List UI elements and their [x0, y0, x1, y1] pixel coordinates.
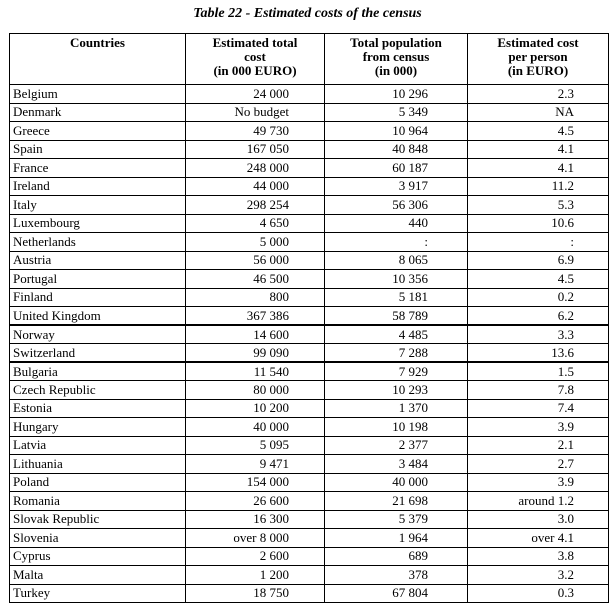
header-cost-per-person: [468, 34, 609, 85]
estimated-cost-cell: No budget: [186, 103, 325, 122]
table-row: [10, 473, 609, 492]
table-row: [10, 381, 609, 400]
table-row: [10, 344, 609, 363]
cost-per-person-cell: around 1.2: [468, 492, 609, 511]
table-row: [10, 251, 609, 270]
country-cell: Greece: [10, 122, 186, 141]
population-cell: :: [325, 233, 468, 252]
header-estimated-total-cost: [186, 34, 325, 85]
country-cell: Malta: [10, 566, 186, 585]
cost-per-person-cell: 5.3: [468, 196, 609, 215]
estimated-cost-cell: 46 500: [186, 270, 325, 289]
cost-per-person-cell: 3.9: [468, 473, 609, 492]
population-cell: 2 377: [325, 436, 468, 455]
estimated-cost-cell: 11 540: [186, 362, 325, 381]
table-row: [10, 122, 609, 141]
population-cell: 56 306: [325, 196, 468, 215]
table-row: [10, 140, 609, 159]
country-cell: Lithuania: [10, 455, 186, 474]
population-cell: 378: [325, 566, 468, 585]
header-population-line: (in 000): [374, 63, 418, 78]
header-population-line: from census: [362, 49, 430, 64]
cost-per-person-cell: 3.2: [468, 566, 609, 585]
estimated-cost-cell: 24 000: [186, 85, 325, 104]
header-population-line: Total population: [350, 35, 442, 50]
estimated-cost-cell: 18 750: [186, 584, 325, 603]
cost-per-person-cell: 3.0: [468, 510, 609, 529]
table-row: [10, 288, 609, 307]
country-cell: Italy: [10, 196, 186, 215]
cost-per-person-cell: 4.5: [468, 270, 609, 289]
estimated-cost-cell: 56 000: [186, 251, 325, 270]
estimated-cost-cell: 80 000: [186, 381, 325, 400]
estimated-cost-cell: 800: [186, 288, 325, 307]
estimated-cost-cell: 99 090: [186, 344, 325, 363]
population-cell: 10 356: [325, 270, 468, 289]
table-row: [10, 566, 609, 585]
country-cell: France: [10, 159, 186, 178]
population-cell: 60 187: [325, 159, 468, 178]
population-cell: 1 370: [325, 399, 468, 418]
population-cell: 10 296: [325, 85, 468, 104]
estimated-cost-cell: over 8 000: [186, 529, 325, 548]
estimated-cost-cell: 4 650: [186, 214, 325, 233]
country-cell: Hungary: [10, 418, 186, 437]
header-total-population: [325, 34, 468, 85]
header-cost-line: (in 000 EURO): [213, 63, 297, 78]
population-cell: 3 484: [325, 455, 468, 474]
estimated-cost-cell: 16 300: [186, 510, 325, 529]
table-row: [10, 547, 609, 566]
country-cell: Ireland: [10, 177, 186, 196]
estimated-cost-cell: 5 000: [186, 233, 325, 252]
table-row: [10, 196, 609, 215]
cost-per-person-cell: 4.1: [468, 140, 609, 159]
cost-per-person-cell: 6.2: [468, 307, 609, 326]
cost-per-person-cell: 6.9: [468, 251, 609, 270]
cost-per-person-cell: 0.3: [468, 584, 609, 603]
estimated-cost-cell: 367 386: [186, 307, 325, 326]
country-cell: Cyprus: [10, 547, 186, 566]
table-row: [10, 510, 609, 529]
cost-per-person-cell: 2.7: [468, 455, 609, 474]
cost-per-person-cell: 3.9: [468, 418, 609, 437]
estimated-cost-cell: 248 000: [186, 159, 325, 178]
country-cell: Latvia: [10, 436, 186, 455]
estimated-cost-cell: 2 600: [186, 547, 325, 566]
country-cell: Switzerland: [10, 344, 186, 363]
table-row: [10, 325, 609, 344]
estimated-cost-cell: 14 600: [186, 325, 325, 344]
population-cell: 67 804: [325, 584, 468, 603]
cost-per-person-cell: 0.2: [468, 288, 609, 307]
estimated-cost-cell: 10 200: [186, 399, 325, 418]
estimated-cost-cell: 40 000: [186, 418, 325, 437]
table-row: [10, 270, 609, 289]
table-row: [10, 214, 609, 233]
population-cell: 10 198: [325, 418, 468, 437]
population-cell: 8 065: [325, 251, 468, 270]
country-cell: Finland: [10, 288, 186, 307]
cost-per-person-cell: 4.1: [468, 159, 609, 178]
cost-per-person-cell: 2.3: [468, 85, 609, 104]
estimated-cost-cell: 44 000: [186, 177, 325, 196]
header-cost-line: Estimated total: [212, 35, 298, 50]
table-row: [10, 177, 609, 196]
country-cell: Turkey: [10, 584, 186, 603]
population-cell: 10 293: [325, 381, 468, 400]
cost-per-person-cell: 7.4: [468, 399, 609, 418]
estimated-cost-cell: 167 050: [186, 140, 325, 159]
header-cost-line: cost: [244, 49, 266, 64]
country-cell: Estonia: [10, 399, 186, 418]
table-row: [10, 103, 609, 122]
population-cell: 7 288: [325, 344, 468, 363]
cost-per-person-cell: 3.8: [468, 547, 609, 566]
cost-per-person-cell: 13.6: [468, 344, 609, 363]
table-row: [10, 362, 609, 381]
cost-per-person-cell: 3.3: [468, 325, 609, 344]
population-cell: 7 929: [325, 362, 468, 381]
population-cell: 5 379: [325, 510, 468, 529]
population-cell: 1 964: [325, 529, 468, 548]
cost-per-person-cell: :: [468, 233, 609, 252]
cost-per-person-cell: over 4.1: [468, 529, 609, 548]
estimated-cost-cell: 5 095: [186, 436, 325, 455]
population-cell: 4 485: [325, 325, 468, 344]
estimated-cost-cell: 9 471: [186, 455, 325, 474]
cost-per-person-cell: 11.2: [468, 177, 609, 196]
table-row: [10, 455, 609, 474]
population-cell: 5 349: [325, 103, 468, 122]
table-row: [10, 529, 609, 548]
header-per-person-line: per person: [508, 49, 568, 64]
header-per-person-line: (in EURO): [507, 63, 569, 78]
cost-per-person-cell: 10.6: [468, 214, 609, 233]
table-row: [10, 159, 609, 178]
table-row: [10, 584, 609, 603]
cost-per-person-cell: 4.5: [468, 122, 609, 141]
header-row: [10, 34, 609, 85]
cost-per-person-cell: 7.8: [468, 381, 609, 400]
country-cell: Poland: [10, 473, 186, 492]
header-per-person-line: Estimated cost: [497, 35, 579, 50]
estimated-cost-cell: 26 600: [186, 492, 325, 511]
country-cell: Spain: [10, 140, 186, 159]
population-cell: 58 789: [325, 307, 468, 326]
population-cell: 40 000: [325, 473, 468, 492]
country-cell: Belgium: [10, 85, 186, 104]
country-cell: Czech Republic: [10, 381, 186, 400]
country-cell: Luxembourg: [10, 214, 186, 233]
estimated-cost-cell: 49 730: [186, 122, 325, 141]
population-cell: 5 181: [325, 288, 468, 307]
country-cell: Austria: [10, 251, 186, 270]
country-cell: Portugal: [10, 270, 186, 289]
population-cell: 40 848: [325, 140, 468, 159]
country-cell: Slovenia: [10, 529, 186, 548]
cost-per-person-cell: NA: [468, 103, 609, 122]
census-cost-table: [9, 33, 609, 603]
table-row: [10, 233, 609, 252]
country-cell: United Kingdom: [10, 307, 186, 326]
table-caption: Table 22 - Estimated costs of the census: [193, 6, 422, 21]
estimated-cost-cell: 298 254: [186, 196, 325, 215]
country-cell: Bulgaria: [10, 362, 186, 381]
table-row: [10, 307, 609, 326]
cost-per-person-cell: 2.1: [468, 436, 609, 455]
header-countries: Countries: [10, 34, 186, 85]
table-row: [10, 418, 609, 437]
table-row: [10, 85, 609, 104]
table-row: [10, 492, 609, 511]
table-row: [10, 436, 609, 455]
table-body: [10, 85, 609, 603]
table-row: [10, 399, 609, 418]
population-cell: 3 917: [325, 177, 468, 196]
population-cell: 440: [325, 214, 468, 233]
estimated-cost-cell: 154 000: [186, 473, 325, 492]
population-cell: 689: [325, 547, 468, 566]
country-cell: Romania: [10, 492, 186, 511]
estimated-cost-cell: 1 200: [186, 566, 325, 585]
cost-per-person-cell: 1.5: [468, 362, 609, 381]
country-cell: Slovak Republic: [10, 510, 186, 529]
country-cell: Netherlands: [10, 233, 186, 252]
country-cell: Denmark: [10, 103, 186, 122]
population-cell: 10 964: [325, 122, 468, 141]
country-cell: Norway: [10, 325, 186, 344]
population-cell: 21 698: [325, 492, 468, 511]
